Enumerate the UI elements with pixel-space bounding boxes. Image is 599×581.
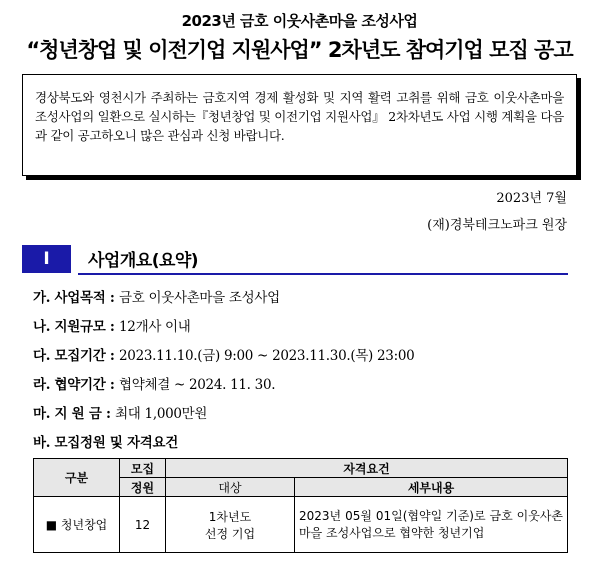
- section-number-badge: Ⅰ: [22, 245, 71, 273]
- item-label: 바. 모집정원 및 자격요건: [33, 435, 179, 451]
- item-label: 라. 협약기간: [33, 377, 106, 393]
- item-label: 마. 지 원 금: [33, 406, 102, 422]
- section-title: 사업개요(요약): [88, 251, 199, 271]
- list-item-agreement: 라. 협약기간 : 협약체결 ~ 2024. 11. 30.: [33, 377, 276, 393]
- intro-box: [22, 74, 577, 176]
- item-label: 다. 모집기간: [33, 348, 106, 364]
- header-target: 대상: [166, 478, 295, 497]
- section-divider: [78, 273, 568, 275]
- item-label: 가. 사업목적: [33, 290, 106, 306]
- cell-target: [166, 497, 295, 553]
- cell-details: 2023년 05월 01일(협약일 기준)로 금호 이웃사촌마을 조성사업으로 협약한 청년기업: [295, 497, 568, 553]
- table-row: [34, 497, 568, 553]
- list-item-funding: 마. 지 원 금 : 최대 1,000만원: [33, 406, 208, 422]
- item-label: 나. 지원규모: [33, 319, 106, 335]
- item-value: 협약체결 ~ 2024. 11. 30.: [119, 377, 276, 393]
- list-item-period: 다. 모집기간 : 2023.11.10.(금) 9:00 ~ 2023.11.30.(목) 23:00: [33, 348, 415, 364]
- issue-date: 2023년 7월: [496, 191, 567, 206]
- item-value: 2023.11.10.(금) 9:00 ~ 2023.11.30.(목) 23:00: [119, 348, 415, 364]
- header-details: 세부내용: [295, 478, 568, 497]
- header-quota-line1: 모집: [120, 459, 166, 478]
- header-qualification: 자격요건: [166, 459, 568, 478]
- page-title: “청년창업 및 이전기업 지원사업” 2차년도 참여기업 모집 공고: [26, 38, 573, 62]
- header-category: 구분: [34, 459, 120, 497]
- list-item-scale: 나. 지원규모 : 12개사 이내: [33, 319, 191, 335]
- intro-text: 경상북도와 영천시가 주최하는 금호지역 경제 활성화 및 지역 활력 고취를 위해 금호 이웃사촌마을 조성사업의 일환으로 실시하는『청년창업 및 이전기업 지원사업』 2차차년도 사업 시행 계획을 다음과 같이 공고하오니 많은 관심과 신청 바랍니다.: [35, 90, 564, 143]
- target-line2: 선정 기업: [204, 526, 256, 541]
- eligibility-table: [33, 458, 568, 553]
- item-value: 최대 1,000만원: [115, 406, 208, 422]
- cell-category: ■ 청년창업: [34, 497, 120, 553]
- issuer-org: (재)경북테크노파크 원장: [427, 218, 567, 233]
- item-value: 12개사 이내: [119, 319, 191, 335]
- item-value: 금호 이웃사촌마을 조성사업: [119, 290, 280, 306]
- list-item-purpose: 가. 사업목적 : 금호 이웃사촌마을 조성사업: [33, 290, 280, 306]
- super-title: 2023년 금호 이웃사촌마을 조성사업: [181, 12, 418, 30]
- target-line1: 1차년도: [208, 509, 252, 524]
- list-item-eligibility: [33, 431, 178, 451]
- cell-quota: 12: [120, 497, 166, 553]
- header-quota-line2: 정원: [120, 478, 166, 497]
